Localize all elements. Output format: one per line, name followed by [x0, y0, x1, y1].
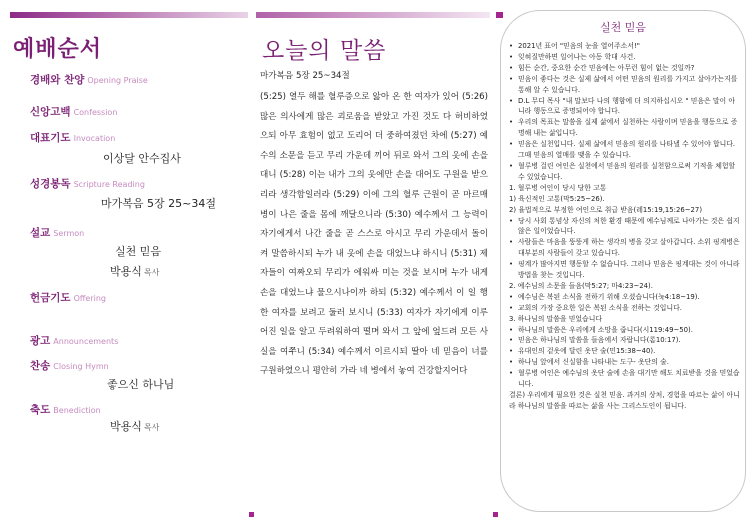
- closing-hymn-title: 좋으신 하나님: [107, 378, 175, 391]
- sermon-note-bullet: • 믿음은 하나님의 말씀을 들음에서 자랍니다(롬10:17).: [509, 335, 741, 346]
- panel-marker: [493, 512, 498, 517]
- todays-word-title: 오늘의 말씀: [262, 38, 387, 64]
- scripture-reference: 마가복음 5장 25~34절: [101, 197, 216, 210]
- sermon-note-bullet: • 당시 사회 통념상 자신의 처한 환경 때문에 예수님께로 나아가는 것은 쉽지 않은 일이었습니다.: [509, 216, 741, 238]
- sermon-note-point: 1) 육신적인 고통(막5:25~26).: [509, 194, 605, 203]
- sermon-note-bullet: • 잊혀질만하면 일어나는 아동 학대 사건.: [509, 52, 741, 63]
- order-item-label: 경배와 찬양: [30, 74, 85, 86]
- order-item-label: 성경봉독: [30, 178, 71, 190]
- sermon-note-point: 2) 율법적으로 부정한 여인으로 취급 받음(레15:19,15:26~27): [509, 205, 703, 214]
- sermon-preacher: [110, 263, 159, 279]
- sermon-note-bullet: • 하나님의 말씀은 우리에게 소망을 줍니다(시119:49~50).: [509, 325, 741, 336]
- sermon-note-point: 2. 예수님의 소문을 들음(막5:27; 마4:23~24).: [509, 281, 653, 290]
- sermon-note-bullet: • 핑계가 많아지면 행동할 수 없습니다. 그러나 믿음은 핑계대는 것이 아니라 방법을 찾는 것입니다.: [509, 259, 741, 281]
- scripture-text: (5:25) 열두 해를 혈루증으로 앓아 온 한 여자가 있어 (5:26) 많은 의사에게 많은 괴로움을 받았고 가진 것도 다 허비하였으되 아무 효험이 없고 도리어 더 중하여졌던 차에 (5:27) 예수의 소문을 듣고 무리 가운데 끼어 뒤로 와서 그의 옷에 손을 대니 (5:28) 이는 내가 그의 옷에만 손을 대어도 구원을 받으리라 생각함일러라 (5:29) 이에 그의 혈루 근원이 곧 마르매 병이 나은 줄을 몸에 깨달으니라 (5:30) 예수께서 그 능력이 자기에게서 나간 줄을 곧 스스로 아시고 무리 가운데서 돌이켜 말씀하시되 누가 내 옷에 손을 대었느냐 하시니 (5:31) 제자들이 여짜오되 무리가 에워싸 미는 것을 보시며 누가 내게 손을 대었느냐 물으시나이까 하되 (5:32) 예수께서 이 일 행한 여자를 보려고 둘러 보시니 (5:33) 여자가 자기에게 이루어진 일을 알고 두려워하여 떨며 와서 그 앞에 엎드려 모든 사실을 여쭈니 (5:34) 예수께서 이르시되 딸아 네 믿음이 너를 구원하였으니 평안히 가라 네 병에서 놓여 건강할지어다: [260, 92, 488, 377]
- order-item-benediction: [30, 402, 101, 417]
- worship-order-panel: [0, 0, 250, 519]
- sermon-note-bullet: • 유대인의 겉옷에 달린 옷단 술(민15:38~40).: [509, 346, 741, 357]
- sermon-note-bullet: • 혈루병 걸린 여인은 실천에서 믿음의 원리를 실천함으로써 기적을 체험할 수 있었습니다.: [509, 161, 741, 183]
- order-item-offering: [30, 290, 106, 305]
- sermon-note-bullet: • 사람들은 마음을 뚱뚱게 하는 생각의 병을 갖고 살아갑니다. 소위 핑계병은 대부분의 사람들이 갖고 있습니다.: [509, 237, 741, 259]
- sermon-note-bullet: • 예수님은 복된 소식을 전하기 위해 오셨습니다(눅4:18~19).: [509, 292, 741, 303]
- sermon-note-bullet: • 우리의 목표는 말씀을 실제 삶에서 실천하는 사람이며 믿음을 행동으로 증명해 내는 삶입니다.: [509, 117, 741, 139]
- order-item-label: 대표기도: [30, 132, 71, 144]
- order-item-hymn: [30, 358, 109, 373]
- sermon-notes-title: 실천 믿음: [599, 21, 646, 34]
- order-item-english: Closing Hymn: [53, 362, 109, 371]
- order-item-label: 축도: [30, 404, 51, 416]
- order-item-english: Benediction: [53, 406, 101, 415]
- order-item-label: 신앙고백: [30, 106, 71, 118]
- sermon-notes-box: [500, 10, 746, 512]
- preacher-title: 목사: [143, 268, 160, 277]
- order-item-scripture: [30, 176, 145, 191]
- order-item-praise: [30, 72, 148, 87]
- order-item-confession: [30, 104, 117, 119]
- order-item-label: 설교: [30, 227, 51, 239]
- order-item-english: Scripture Reading: [73, 180, 145, 189]
- order-item-invocation: [30, 130, 115, 145]
- order-item-english: Opening Praise: [87, 76, 148, 85]
- sermon-note-bullet: • 믿음이 좋다는 것은 실제 삶에서 어떤 믿음의 원리를 가지고 살아가는지를 통해 알 수 있습니다.: [509, 74, 741, 96]
- order-item-label: 헌금기도: [30, 292, 71, 304]
- todays-word-panel: [250, 0, 495, 519]
- sermon-note-bullet: • 힘든 순간, 중요한 순간 믿음에는 아무런 힘이 없는 것일까?: [509, 63, 741, 74]
- order-item-english: Sermon: [53, 229, 85, 238]
- invocation-person: 이상달 안수집사: [103, 152, 181, 165]
- sermon-note-point: 1. 혈루병 여인이 당시 당한 고통: [509, 183, 607, 192]
- sermon-note-point: 결론) 우리에게 필요한 것은 실천 믿음. 과거의 상처, 경험을 따르는 삶이 아니라 하나님의 말씀을 따르는 삶을 사는 그리스도인이 됩니다.: [509, 391, 740, 410]
- order-item-label: 광고: [30, 335, 51, 347]
- sermon-note-bullet: • 2021년 표어 "믿음의 눈을 열어주소서!": [509, 41, 741, 52]
- benediction-preacher: [110, 418, 159, 434]
- sermon-note-bullet: • 혈루병 여인은 예수님의 옷단 술에 손을 대기만 해도 치료받을 것을 믿었습니다.: [509, 368, 741, 390]
- order-item-english: Invocation: [73, 134, 116, 143]
- preacher-title: 목사: [143, 423, 160, 432]
- sermon-note-bullet: • 교회의 가장 중요한 일은 복된 소식을 전하는 것입니다.: [509, 303, 741, 314]
- header-bar-right: [496, 12, 503, 18]
- sermon-note-point: 3. 하나님의 말씀을 믿었습니다: [509, 314, 603, 323]
- order-item-english: Announcements: [53, 337, 119, 346]
- order-item-label: 찬송: [30, 360, 51, 372]
- order-item-english: Confession: [73, 108, 118, 117]
- order-item-sermon: [30, 225, 84, 240]
- order-item-english: Offering: [73, 294, 106, 303]
- sermon-title: 실천 믿음: [115, 245, 162, 258]
- preacher-name: 박용식: [110, 420, 142, 433]
- preacher-name: 박용식: [110, 265, 142, 278]
- worship-order-title: 예배순서: [13, 37, 103, 62]
- sermon-note-bullet: • 믿음은 실천입니다. 실제 삶에서 믿음의 원리를 나타낼 수 있어야 합니다. 그때 믿음의 열매를 맺을 수 있습니다.: [509, 139, 741, 161]
- sermon-notes-list: [509, 41, 741, 412]
- sermon-note-bullet: • D.L 무디 목사 "내 말보다 나의 행함에 더 의지하십시오 " 믿음은 말이 아니라 행동으로 증명되어야 합니다.: [509, 96, 741, 118]
- sermon-note-bullet: • 하나님 앞에서 신실함을 나타내는 도구- 옷단의 술.: [509, 357, 741, 368]
- order-item-announcements: [30, 333, 118, 348]
- scripture-reference-heading: 마가복음 5장 25~34절: [260, 71, 350, 81]
